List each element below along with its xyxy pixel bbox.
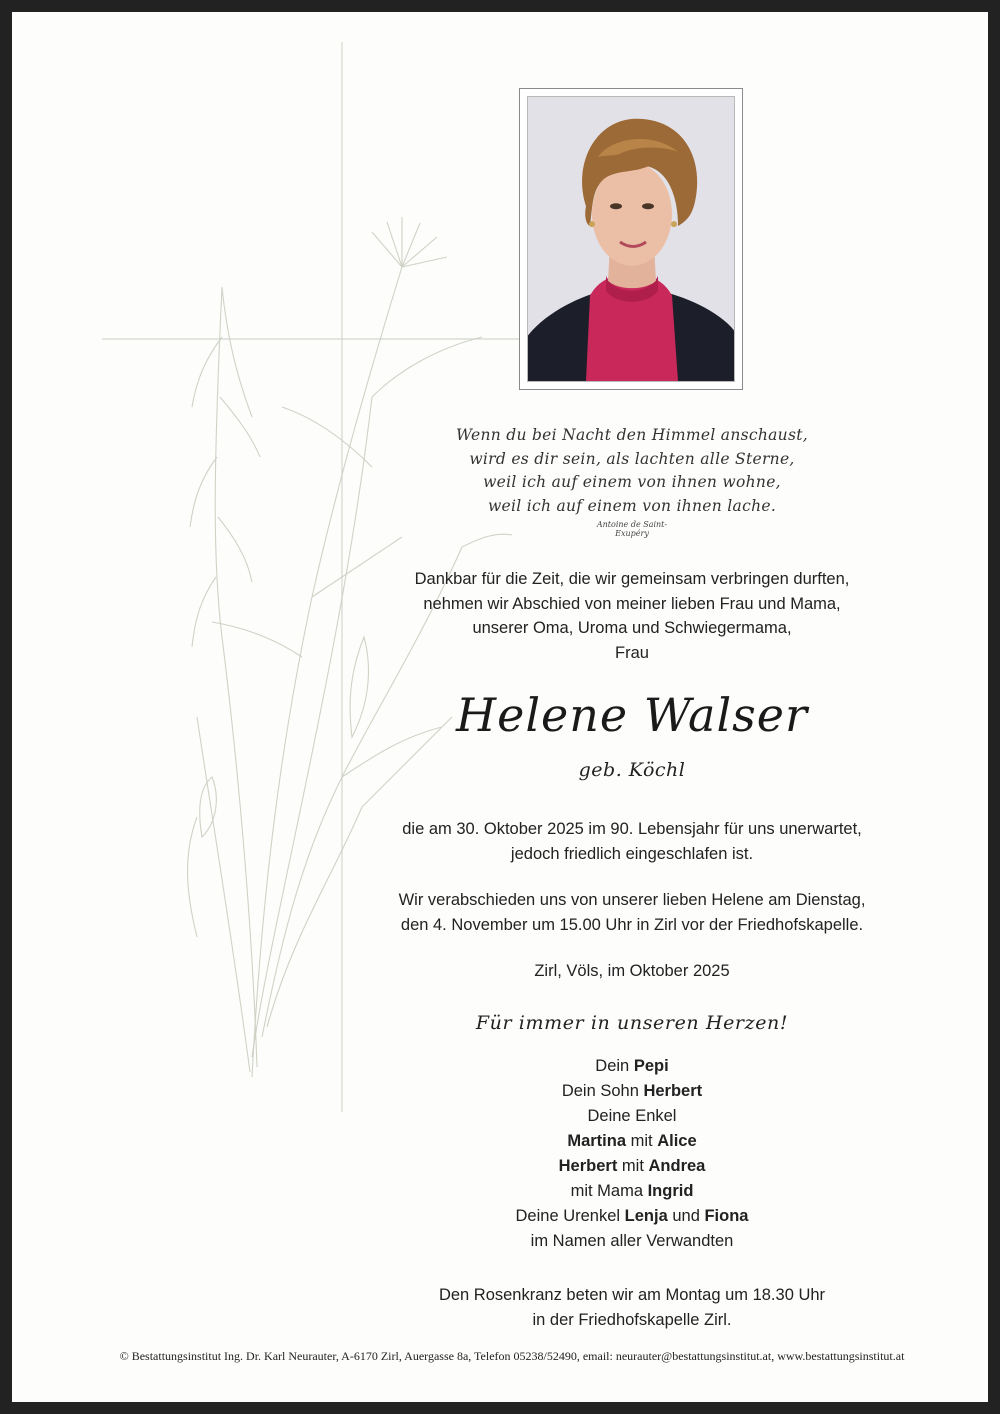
mourner-row: Deine Enkel <box>587 1107 677 1125</box>
funeral-line: den 4. November um 15.00 Uhr in Zirl vor der Friedhofskapelle. <box>400 915 864 934</box>
rosary-notice <box>352 1283 912 1332</box>
mourner-name: Herbert <box>643 1082 703 1100</box>
mourner-row <box>352 1079 912 1104</box>
mourner-relation: Dein <box>595 1057 634 1075</box>
mourner-name: Lenja <box>624 1207 668 1225</box>
mourner-name: Andrea <box>648 1157 706 1175</box>
poem-line: weil ich auf einem von ihnen wohne, <box>483 473 781 491</box>
poem-line: weil ich auf einem von ihnen lache. <box>487 496 777 515</box>
mourner-row <box>352 1179 912 1204</box>
poem-line: wird es dir sein, als lachten alle Sterne, <box>469 449 795 468</box>
funeral-notice <box>352 888 912 937</box>
poem-line: Wenn du bei Nacht den Himmel anschaust, <box>456 426 808 444</box>
intro-line: Dankbar für die Zeit, die wir gemeinsam verbringen durften, <box>414 570 850 588</box>
intro-line: unserer Oma, Uroma und Schwiegermama, <box>472 619 792 637</box>
mourner-name: Fiona <box>704 1207 749 1225</box>
mourner-connector: mit <box>626 1132 658 1150</box>
mourners-list <box>352 1054 912 1254</box>
mourner-name: Herbert <box>558 1157 618 1175</box>
mourner-name: Alice <box>657 1132 697 1150</box>
mourner-connector: und <box>667 1207 705 1225</box>
maiden-name: geb. Köchl <box>578 759 686 781</box>
death-notice <box>352 817 912 866</box>
funeral-line: Wir verabschieden uns von unserer lieben Helene am Dienstag, <box>398 891 866 909</box>
deceased-name: Helene Walser <box>456 688 808 742</box>
mourner-relation: mit Mama <box>570 1182 648 1200</box>
place-date: Zirl, Völs, im Oktober 2025 <box>534 962 730 980</box>
mourner-connector: mit <box>617 1157 649 1175</box>
mourner-relation: Deine Urenkel <box>515 1207 625 1225</box>
mourner-name: Ingrid <box>647 1182 694 1200</box>
footer-imprint: © Bestattungsinstitut Ing. Dr. Karl Neurauter, A-6170 Zirl, Auergasse 8a, Telefon 05238/52490, email: neurauter@bestattungsinstitut.at, www.bestattungsinstitut.at <box>119 1349 905 1363</box>
mourner-row <box>352 1204 912 1229</box>
mourner-row <box>352 1054 912 1079</box>
death-line: die am 30. Oktober 2025 im 90. Lebensjahr für uns unerwartet, <box>402 820 862 838</box>
poem <box>352 424 912 518</box>
intro-line: nehmen wir Abschied von meiner lieben Frau und Mama, <box>423 594 841 613</box>
death-line: jedoch friedlich eingeschlafen ist. <box>510 844 754 863</box>
mourner-row <box>352 1154 912 1179</box>
mourner-row: im Namen aller Verwandten <box>530 1232 734 1250</box>
portrait-icon <box>528 97 734 381</box>
motto: Für immer in unseren Herzen! <box>475 1012 789 1034</box>
mourner-name: Pepi <box>633 1057 669 1075</box>
mourner-name: Martina <box>567 1132 627 1150</box>
mourner-row <box>352 1129 912 1154</box>
intro-text <box>352 567 912 665</box>
portrait-photo <box>527 96 735 382</box>
intro-line: Frau <box>615 643 649 662</box>
rosary-line: in der Friedhofskapelle Zirl. <box>532 1310 732 1329</box>
portrait-frame <box>519 88 743 390</box>
mourner-relation: Dein Sohn <box>561 1082 644 1100</box>
poem-author: Antoine de Saint-Exupéry <box>596 520 668 538</box>
rosary-line: Den Rosenkranz beten wir am Montag um 18.30 Uhr <box>438 1286 826 1304</box>
